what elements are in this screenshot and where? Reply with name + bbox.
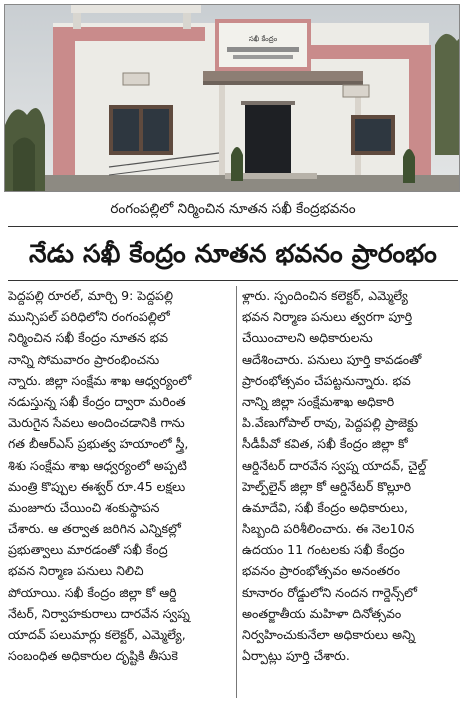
sign-board xyxy=(219,23,307,67)
article-line: మెరుగైన సేవలు అందించడానికి గాను xyxy=(8,415,185,431)
article-line: ఏర్పాట్లు పూర్తి చేశారు. xyxy=(242,648,350,664)
building-illustration xyxy=(5,5,460,192)
article-line: నాన్ని సోమవారం ప్రారంభించను xyxy=(8,351,160,367)
canopy-slab xyxy=(203,71,363,81)
article-line: ఉమాదేవి, సఖీ కేంద్రం అధికారులు, xyxy=(242,499,408,515)
article-line: భవనం ప్రారంభోత్సవం అనంతరం xyxy=(242,563,401,579)
article-column-left xyxy=(8,285,230,666)
article-line: పెద్దపల్లి రూరల్, మార్చి 9: పెద్దపల్లి xyxy=(8,288,174,303)
article-line: అంతర్జాతీయ మహిళా దినోత్సవం xyxy=(242,605,402,621)
article-line: చేయించాలని అధికారులను xyxy=(242,330,373,346)
article-line: మంజూరు చేయించి శంకుస్థాపన xyxy=(8,499,160,515)
article-line: ప్రారంభోత్సవం చేపట్టనున్నారు. భవ xyxy=(242,372,411,388)
article-line: కూనారం రోడ్డులోని నందన గార్డెన్స్‌లో xyxy=(242,584,418,600)
article-line: ఉదయం 11 గంటలకు సఖీ కేంద్రం xyxy=(242,542,405,558)
headline-top-rule xyxy=(8,226,458,227)
article-line: భవన నిర్మాణ పనులు నిలిచి xyxy=(8,563,144,579)
article-line: మంత్రి కొప్పుల ఈశ్వర్ రూ.45 లక్షలు xyxy=(8,478,186,494)
article-line: నడుస్తున్న సఖీ కేంద్రం ద్వారా మరింత xyxy=(8,393,186,409)
pink-band-left xyxy=(75,27,205,41)
photo-caption: రంగంపల్లిలో నిర్మించిన నూతన సఖీ కేంద్రభవనం xyxy=(110,201,356,217)
canopy-pillar-left xyxy=(219,85,225,175)
article-line: నేటర్, నిర్వాహకురాలు దారవేన స్వప్న xyxy=(8,605,190,621)
article-line: యాదవ్ పలుమార్లు కలెక్టర్, ఎమ్మెల్యే, xyxy=(8,627,186,642)
article-line: నిర్మించిన సఖీ కేంద్రం నూతన భవ xyxy=(8,330,169,346)
right-tree xyxy=(435,34,460,155)
article-line: నాన్ని జిల్లా సంక్షేమశాఖ అధికారి xyxy=(242,393,395,409)
article-line: సంబంధిత అధికారుల దృష్టికి తీసుకె xyxy=(8,648,178,664)
column-divider xyxy=(236,286,237,698)
article-line: ఆర్డినేటర్ దారవేన స్వప్న యాదవ్, చైల్డ్ xyxy=(242,457,427,473)
article-line: పి.వేణుగోపాల్ రావు, పెద్దపల్లి ప్రాజెక్టు xyxy=(242,415,418,431)
article-line: శిశు సంక్షేమ శాఖ ఆధ్వర్యంలో అప్పటి xyxy=(8,457,187,473)
article-line: నిర్వహించుకునేలా అధికారులు అన్ని xyxy=(242,627,416,642)
headline-bottom-rule xyxy=(8,280,458,281)
article-line: గత బీఆర్ఎస్ ప్రభుత్వ హయాంలో స్త్రీ, xyxy=(8,436,189,452)
article-line: ప్రభుత్వాలు మారడంతో సఖీ కేంద్ర xyxy=(8,542,168,558)
shrub-left xyxy=(231,147,243,181)
main-door xyxy=(245,105,291,175)
pink-pillar-left xyxy=(53,27,75,175)
article-line: సిబ్బంది పరిశీలించారు. ఈ నెల10న xyxy=(242,521,415,537)
article-line: సీడీపీవో కవిత, సఖీ కేంద్రం జిల్లా కో xyxy=(242,436,408,452)
headline: నేడు సఖీ కేంద్రం నూతన భవనం ప్రారంభం xyxy=(28,239,438,268)
building-photo xyxy=(4,4,460,192)
article-line: ళ్లారు. స్పందించిన కలెక్టర్, ఎమ్మెల్యే xyxy=(242,288,408,303)
article-column-right xyxy=(242,285,460,666)
article-line: న్నారు. జిల్లా సంక్షేమ శాఖ ఆధ్వర్యంలో xyxy=(8,372,192,388)
article-line: ఆదేశించారు. పనులు పూర్తి కావడంతో xyxy=(242,351,422,367)
article-line: మున్సిపల్ పరిధిలోని రంగంపల్లిలో xyxy=(8,309,170,325)
article-line: చేశారు. ఆ తర్వాత జరిగిన ఎన్నికల్లో xyxy=(8,521,181,537)
shrub-right xyxy=(403,149,415,183)
article-line: పోయాయి. సఖీ కేంద్రం జిల్లా కో ఆర్డి xyxy=(8,584,177,600)
article-line: భవన నిర్మాణ పనులు త్వరగా పూర్తి xyxy=(242,309,413,325)
article-line: హెల్ప్‌లైన్ జిల్లా కో ఆర్డినేటర్ కొల్లూరి xyxy=(242,478,412,494)
sign-text: సఖీ కేంద్రం xyxy=(248,35,278,43)
